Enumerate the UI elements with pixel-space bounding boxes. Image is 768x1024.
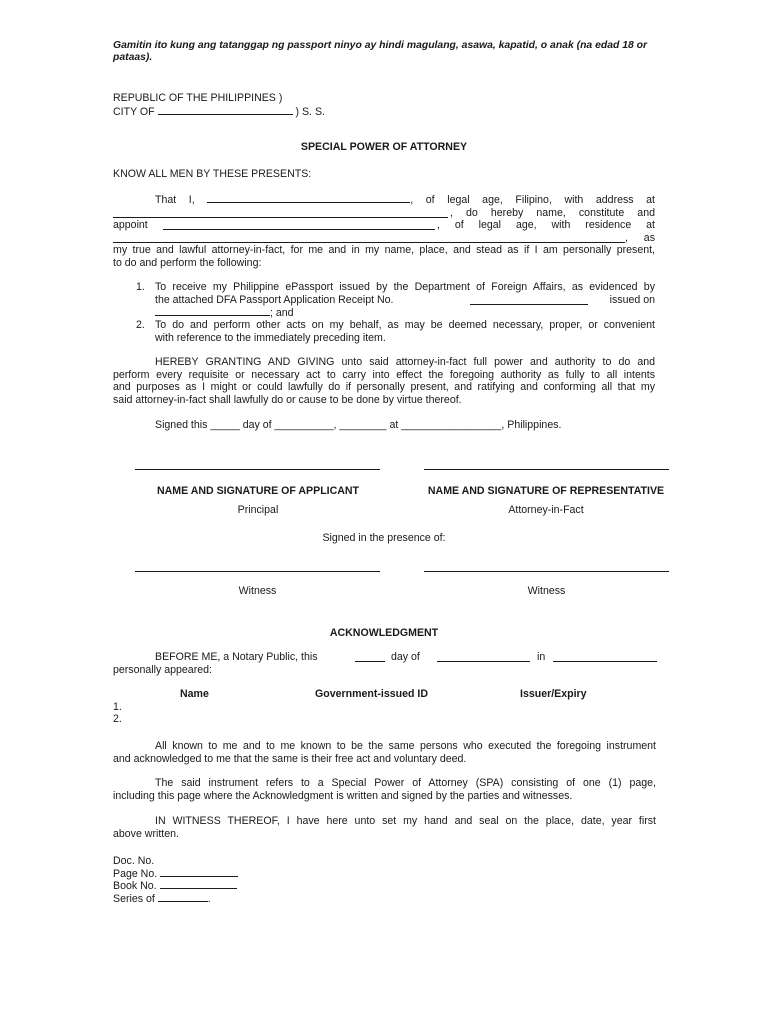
applicant-label: NAME AND SIGNATURE OF APPLICANT [156,485,360,497]
instruction-note: Gamitin ito kung ang tatanggap ng passport ninyo ay hindi magulang, asawa, kapatid, o anak (na edad 18 or pataas). [113,40,648,63]
representative-signature-line[interactable] [424,469,669,470]
venue-ss: ) S. S. [295,106,325,118]
header-issuer: Issuer/Expiry [520,688,587,700]
witness1-signature-line[interactable] [135,571,380,572]
list-item: 2. To do and perform other acts on my behalf, as may be deemed necessary, proper, or convenient with reference to the immediately preceding item. [136,319,655,344]
book-no-blank[interactable] [160,879,237,889]
attorney-name-blank[interactable] [163,220,435,230]
para-line-5: my true and lawful attorney-in-fact, for me and in my name, place, and stead as if I am personally present, [113,244,655,256]
granting-paragraph: HEREBY GRANTING AND GIVING unto said attorney-in-fact full power and authority to do and perform every requisite or necessary act to carry into effect the foregoing authority as fully to all intents and purposes as I might or could lawfully do if personally present, and ratifying and conforming all that my said attorney-in-fact shall lawfully do or cause to be done by virtue thereof. [113,356,655,406]
document-title: SPECIAL POWER OF ATTORNEY [300,141,468,153]
receipt-number-blank[interactable] [470,295,588,305]
page-no-blank[interactable] [160,867,238,877]
applicant-role: Principal [237,504,279,516]
ack-month-blank[interactable] [437,652,530,662]
principal-paragraph [113,193,655,269]
para-line-6: to do and perform the following: [113,256,262,269]
venue-republic: REPUBLIC OF THE PHILIPPINES ) [113,92,283,104]
principal-name-blank[interactable] [207,193,410,203]
list-item: 1. To receive my Philippine ePassport issued by the Department of Foreign Affairs, as evidenced by the attached DFA Passport Application Receipt No. issued on ; and [136,281,655,319]
representative-label: NAME AND SIGNATURE OF REPRESENTATIVE [427,485,665,497]
table-row: 1. [113,701,122,713]
representative-role: Attorney-in-Fact [508,504,584,516]
ack-paragraph-3: IN WITNESS THEREOF, I have here unto set my hand and seal on the place, date, year first above written. [113,815,656,840]
header-name: Name [180,688,209,700]
before-me-paragraph: BEFORE ME, a Notary Public, this day of in personally appeared: [113,651,658,676]
acknowledgment-title: ACKNOWLEDGMENT [329,627,439,639]
witness1-label: Witness [238,585,277,597]
know-all-men: KNOW ALL MEN BY THESE PRESENTS: [113,168,312,180]
venue-city [113,105,325,119]
docket-page: Page No. [113,867,238,881]
presence-text: Signed in the presence of: [322,532,446,544]
ack-place-blank[interactable] [553,652,657,662]
docket-doc: Doc. No. [113,855,155,867]
attorney-residence-blank[interactable] [113,233,625,243]
docket-series: Series of . [113,893,211,905]
issued-on-blank[interactable] [155,306,270,316]
para-line-3: appoint , of legal age, with residence at [113,219,655,231]
signed-this-line: Signed this _____ day of __________, ________ at _________________, Philippines. [155,419,562,431]
ack-paragraph-1: All known to me and to me known to be the same persons who executed the foregoing instrument and acknowledged to me that the same is their free act and voluntary deed. [113,740,656,765]
para-line-4: , as [113,232,655,245]
para-line-2: , do hereby name, constitute and [113,207,655,220]
principal-address-blank[interactable] [113,208,448,218]
witness2-signature-line[interactable] [424,571,669,572]
city-blank[interactable] [158,105,293,115]
series-blank[interactable] [158,892,208,902]
venue-city-label: CITY OF [113,106,155,118]
applicant-signature-line[interactable] [135,469,380,470]
witness2-label: Witness [527,585,566,597]
ack-paragraph-2: The said instrument refers to a Special Power of Attorney (SPA) consisting of one (1) page, including this page where the Acknowledgment is written and signed by the parties and witnesses. [113,777,656,802]
header-id: Government-issued ID [315,688,429,700]
para-line-1: That I, , of legal age, Filipino, with address at [155,194,655,206]
table-row: 2. [113,713,122,725]
ack-day-blank[interactable] [355,652,385,662]
docket-book: Book No. [113,879,237,893]
